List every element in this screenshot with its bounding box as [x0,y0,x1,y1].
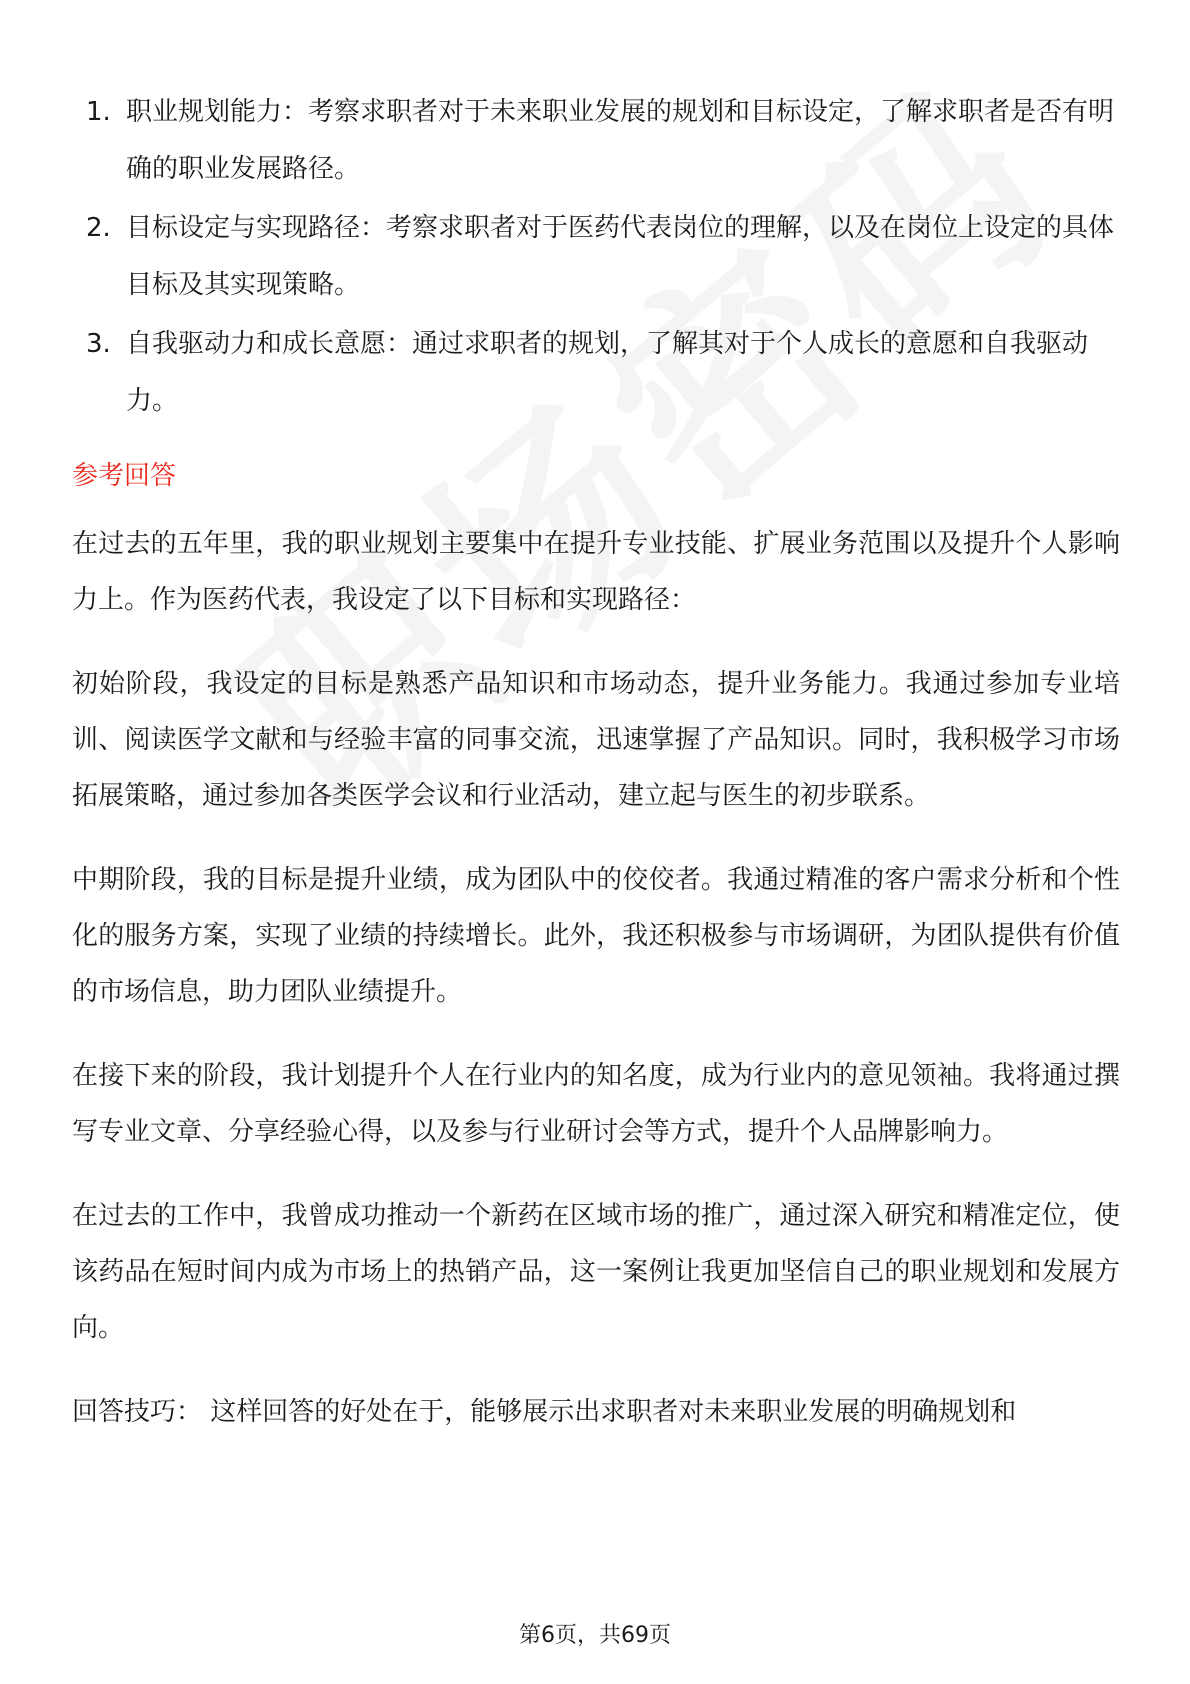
paragraph: 中期阶段，我的目标是提升业绩，成为团队中的佼佼者。我通过精准的客户需求分析和个性化的服务方案，实现了业绩的持续增长。此外，我还积极参与市场调研，为团队提供有价值的市场信息，助力团队业绩提升。 [72,865,1120,1007]
list-item-number: 1. [86,97,111,127]
list-item-number: 3. [86,329,111,359]
list-item [72,316,1120,430]
paragraph: 在过去的工作中，我曾成功推动一个新药在区域市场的推广，通过深入研究和精准定位，使该药品在短时间内成为市场上的热销产品，这一案例让我更加坚信自己的职业规划和发展方向。 [72,1201,1120,1343]
page-number-footer: 第6页，共69页 [519,1623,671,1648]
list-item [72,200,1120,314]
list-item-text: 职业规划能力：考察求职者对于未来职业发展的规划和目标设定，了解求职者是否有明确的职业发展路径。 [126,97,1115,184]
list-item [72,84,1120,198]
answer-heading: 参考回答 [72,461,177,491]
criteria-list [72,84,1120,430]
paragraph: 在接下来的阶段，我计划提升个人在行业内的知名度，成为行业内的意见领袖。我将通过撰写专业文章、分享经验心得，以及参与行业研讨会等方式，提升个人品牌影响力。 [72,1061,1120,1147]
paragraph: 回答技巧： 这样回答的好处在于，能够展示出求职者对未来职业发展的明确规划和 [72,1397,1017,1427]
document-page [72,84,1120,1468]
list-item-number: 2. [86,213,111,243]
paragraph: 初始阶段，我设定的目标是熟悉产品知识和市场动态，提升业务能力。我通过参加专业培训、阅读医学文献和与经验丰富的同事交流，迅速掌握了产品知识。同时，我积极学习市场拓展策略，通过参加各类医学会议和行业活动，建立起与医生的初步联系。 [72,669,1120,811]
list-item-text: 自我驱动力和成长意愿：通过求职者的规划，了解其对于个人成长的意愿和自我驱动力。 [126,329,1089,416]
list-item-text: 目标设定与实现路径：考察求职者对于医药代表岗位的理解，以及在岗位上设定的具体目标及其实现策略。 [126,213,1115,300]
paragraph: 在过去的五年里，我的职业规划主要集中在提升专业技能、扩展业务范围以及提升个人影响力上。作为医药代表，我设定了以下目标和实现路径： [72,529,1120,615]
